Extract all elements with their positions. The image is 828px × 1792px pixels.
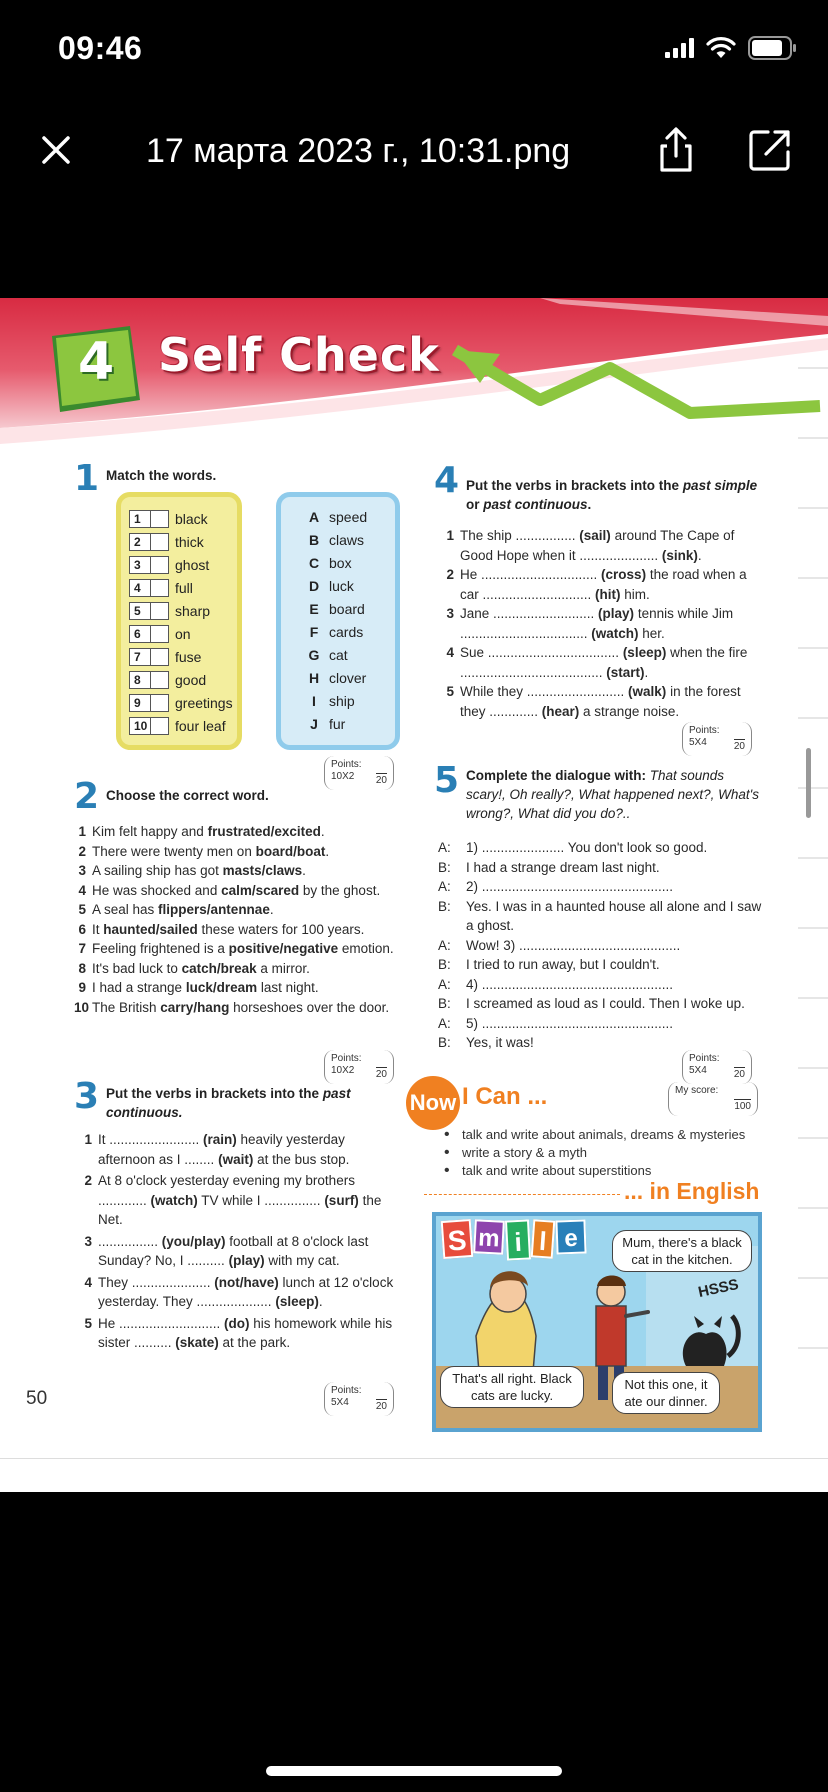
dialogue-line: A: Wow! 3) ........................................... [438,937,681,953]
smile-letter: l [531,1219,556,1258]
dialogue-line: B: I had a strange dream last night. [438,859,660,875]
match-item: 1 black [129,509,208,529]
list-item: 6 It haunted/sailed these waters for 100 years. [78,921,365,937]
now-badge: Now [406,1076,460,1130]
match-column-right [276,492,400,750]
ex1-number: 1 [74,458,100,499]
match-item: 2 thick [129,532,204,552]
speech-bubble: Not this one, it ate our dinner. [612,1372,720,1414]
list-item: 10 The British carry/hang horseshoes over the door. [74,999,390,1015]
in-english-label: ... in English [624,1178,760,1204]
ex3-title: Put the verbs in brackets into the past continuous. [106,1086,351,1120]
unit-number: 4 [78,332,115,392]
dialogue-line: B: I screamed as loud as I could. Then I woke up. [438,996,745,1011]
ex5-dialogue [438,838,762,1053]
list-item: 1 Kim felt happy and frustrated/excited. [78,824,325,839]
list-item: 3 A sailing ship has got masts/claws. [78,863,306,878]
match-item: 8 good [129,670,206,690]
smile-letter: i [505,1219,531,1260]
page-bottom-rule [0,1458,828,1459]
list-item: • write a story & a myth [440,1144,745,1162]
list-item: 7 Feeling frightened is a positive/negative emotion. [78,941,394,956]
list-item: 9 I had a strange luck/dream last night. [78,980,319,995]
list-item: 2 He ............................... (cross) the road when a car ............................. (hit) him. [446,567,747,602]
list-item: 2 At 8 o'clock yesterday evening my brothers ............. (watch) TV while I ............... (surf) the Net. [84,1173,382,1227]
dialogue-line: A: 2) ................................................... [438,879,674,894]
wifi-icon [706,37,736,59]
ex4-title: Put the verbs in brackets into the past simple or past continuous. [466,478,758,512]
match-item: 3 ghost [129,555,209,575]
ex2-list [74,822,402,1017]
match-item: 10 four leaf [129,716,226,736]
status-icons [665,36,798,60]
match-item: 6 on [129,624,191,644]
page-number: 50 [26,1388,48,1409]
now-i-can-title: I Can ... [462,1083,548,1110]
status-bar [0,0,828,100]
match-option: D luck [308,578,354,594]
ex3-points: Points: 5X4 20 [324,1382,394,1416]
ex2-title: Choose the correct word. [106,788,269,803]
list-item: 1 The ship ................ (sail) around The Cape of Good Hope when it ..................... (sink). [446,528,735,563]
match-option: G cat [308,647,348,663]
file-title: 17 марта 2023 г., 10:31.png [146,132,571,170]
match-item: 4 full [129,578,193,598]
ex4-list [436,526,762,721]
banner [0,298,828,448]
my-score: My score: 100 [668,1082,758,1116]
speech-bubble: That's all right. Black cats are lucky. [440,1366,584,1408]
dialogue-line: A: 5) ................................................... [438,1015,674,1031]
smile-letter: S [441,1219,474,1259]
ex1-title: Match the words. [106,468,217,483]
smile-letter: m [473,1219,505,1255]
ex3-number: 3 [74,1076,100,1117]
ex3-list [74,1130,402,1353]
can-do-list [440,1126,745,1180]
ex4-points: Points: 5X4 20 [682,722,752,756]
margin-lines [792,358,828,1458]
dialogue-line: B: I tried to run away, but I couldn't. [438,957,660,972]
list-item: • talk and write about animals, dreams & mysteries [440,1126,745,1144]
match-option: F cards [309,624,364,640]
battery-icon [748,36,798,60]
ex1-points: Points: 10X2 20 [324,756,394,790]
divider [424,1194,620,1195]
list-item: • talk and write about superstitions [440,1162,745,1180]
list-item: 4 They ..................... (not/have) lunch at 12 o'clock yesterday. They .................... (sleep). [84,1274,394,1309]
ex5-points: Points: 5X4 20 [682,1050,752,1084]
match-option: I ship [312,693,355,709]
dialogue-line: B: Yes, it was! [438,1035,534,1050]
speech-bubble: Mum, there's a black cat in the kitchen. [612,1230,752,1272]
dialogue-line: A: 1) ...................... You don't look so good. [438,840,708,855]
match-option: H clover [308,670,367,686]
open-external-icon[interactable] [748,128,792,172]
match-item: 7 fuse [129,647,201,667]
ex5-number: 5 [434,760,460,801]
status-time: 09:46 [58,30,143,66]
smile-cartoon [432,1212,762,1432]
list-item: 2 There were twenty men on board/boat. [78,843,330,859]
dialogue-line: A: 4) ................................................... [438,976,674,992]
smile-title [442,1220,586,1260]
home-indicator[interactable] [266,1766,562,1776]
list-item: 4 Sue ................................... (sleep) when the fire ...................................... (start). [446,645,748,680]
match-option: E board [309,601,365,617]
list-item: 5 He ........................... (do) his homework while his sister .......... (skate) at the park. [84,1315,393,1350]
ex2-number: 2 [74,776,100,817]
dialogue-line: B: Yes. I was in a haunted house all alone and I saw a ghost. [438,898,762,933]
match-item: 5 sharp [129,601,210,621]
list-item: 3 ................ (you/play) football at 8 o'clock last Sunday? No, I .......... (play) with my cat. [84,1233,369,1268]
banner-title: Self Check [158,328,440,382]
close-icon[interactable] [36,130,76,170]
list-item: 4 He was shocked and calm/scared by the ghost. [78,882,381,898]
match-option: C box [308,555,352,571]
ex4-number: 4 [434,460,460,501]
textbook-page-image[interactable] [0,298,828,1492]
list-item: 8 It's bad luck to catch/break a mirror. [78,960,310,976]
viewer-top-bar [0,110,828,200]
share-icon[interactable] [652,126,700,174]
list-item: 5 While they .......................... (walk) in the forest they ............. (hear) a strange noise. [446,684,741,719]
list-item: 3 Jane ........................... (play) tennis while Jim .................................. (watch) her. [446,606,734,641]
sound-effect: HSSS [696,1275,741,1302]
match-option: B claws [308,532,365,548]
cellular-signal-icon [665,38,694,58]
smile-letter: e [555,1219,586,1254]
ex2-points: Points: 10X2 20 [324,1050,394,1084]
ex5-title: Complete the dialogue with: That sounds scary!, Oh really?, What happened next?, What's wrong?, What did you do?.. [466,768,759,821]
list-item: 1 It ........................ (rain) heavily yesterday afternoon as I ........ (wait) at the bus stop. [84,1132,350,1167]
match-column-left [116,492,242,750]
match-option: A speed [308,509,368,525]
match-option: J fur [310,716,346,732]
match-item: 9 greetings [129,693,233,713]
list-item: 5 A seal has flippers/antennae. [78,902,274,917]
